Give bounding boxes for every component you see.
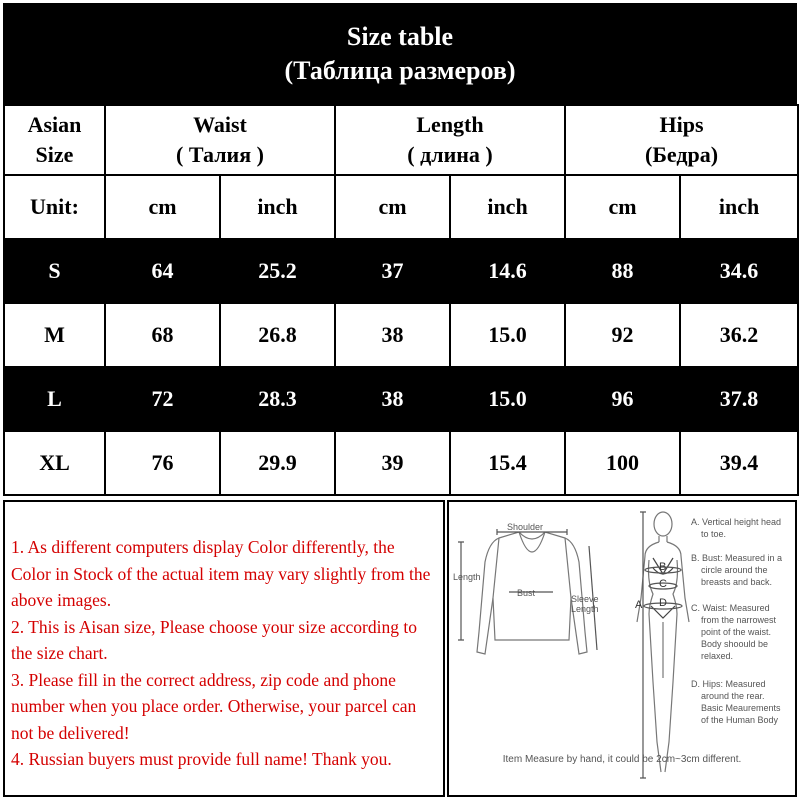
header-hips: Hips (Бедра) bbox=[565, 105, 798, 175]
header-asian-size: Asian Size bbox=[4, 105, 105, 175]
label-a: A bbox=[635, 599, 643, 611]
label-b: B bbox=[659, 561, 667, 573]
note-d: D. Hips: Measured around the rear. Basic Meaurements of the Human Body bbox=[691, 679, 781, 725]
size-cell: S bbox=[4, 239, 105, 303]
waist-cm-cell: 76 bbox=[105, 431, 220, 495]
unit-cm: cm bbox=[565, 175, 680, 239]
hips-inch-cell: 37.8 bbox=[680, 367, 798, 431]
table-row bbox=[4, 303, 798, 367]
bust-label: Bust bbox=[517, 588, 536, 598]
hips-cm-cell: 88 bbox=[565, 239, 680, 303]
table-row bbox=[4, 239, 798, 303]
unit-inch: inch bbox=[220, 175, 335, 239]
notes-panel bbox=[3, 500, 445, 797]
note-item: 4. Russian buyers must provide full name! Thank you. bbox=[11, 749, 392, 769]
size-table bbox=[3, 104, 799, 496]
waist-inch-cell: 25.2 bbox=[220, 239, 335, 303]
title-line-1: Size table bbox=[346, 21, 454, 51]
unit-row bbox=[4, 175, 798, 239]
length-cm-cell: 39 bbox=[335, 431, 450, 495]
left-sleeve-outline bbox=[477, 538, 499, 654]
header-row bbox=[4, 105, 798, 175]
length-cm-cell: 38 bbox=[335, 303, 450, 367]
measurement-diagram bbox=[447, 500, 797, 797]
waist-cm-cell: 64 bbox=[105, 239, 220, 303]
length-cm-cell: 37 bbox=[335, 239, 450, 303]
note-item: 2. This is Aisan size, Please choose your size according to the size chart. bbox=[11, 616, 417, 663]
table-row bbox=[4, 431, 798, 495]
note-a: A. Vertical height head to toe. bbox=[691, 517, 782, 539]
size-cell: L bbox=[4, 367, 105, 431]
header-waist: Waist ( Талия ) bbox=[105, 105, 335, 175]
length-cm-cell: 38 bbox=[335, 367, 450, 431]
length-inch-cell: 14.6 bbox=[450, 239, 565, 303]
garment-body-outline bbox=[493, 532, 571, 640]
title-line-2: (Таблица размеров) bbox=[284, 55, 516, 85]
label-c: C bbox=[659, 578, 667, 590]
hips-cm-cell: 100 bbox=[565, 431, 680, 495]
unit-inch: inch bbox=[450, 175, 565, 239]
waist-inch-cell: 29.9 bbox=[220, 431, 335, 495]
shoulder-label: Shoulder bbox=[507, 522, 544, 532]
hips-cm-cell: 92 bbox=[565, 303, 680, 367]
unit-inch: inch bbox=[680, 175, 798, 239]
hips-inch-cell: 34.6 bbox=[680, 239, 798, 303]
length-inch-cell: 15.0 bbox=[450, 303, 565, 367]
note-c: C. Waist: Measured from the narrowest point of the waist. Body shoould be relaxed. bbox=[691, 603, 777, 661]
size-table-title bbox=[3, 3, 797, 104]
measure-footnote: Item Measure by hand, it could be 2cm~3cm different. bbox=[502, 754, 742, 765]
length-inch-cell: 15.0 bbox=[450, 367, 565, 431]
waist-inch-cell: 26.8 bbox=[220, 303, 335, 367]
unit-cm: cm bbox=[335, 175, 450, 239]
note-b: B. Bust: Measured in a circle around the breasts and back. bbox=[691, 553, 783, 587]
note-item: 3. Please fill in the correct address, zip code and phone number when you place order. Otherwise, your parcel can not be delivered! bbox=[11, 669, 417, 743]
sleeve-label: Sleeve bbox=[571, 594, 599, 604]
label-d: D bbox=[659, 597, 667, 609]
length-inch-cell: 15.4 bbox=[450, 431, 565, 495]
header-length: Length ( длина ) bbox=[335, 105, 565, 175]
hips-inch-cell: 36.2 bbox=[680, 303, 798, 367]
table-row bbox=[4, 367, 798, 431]
size-cell: M bbox=[4, 303, 105, 367]
length-label: Length bbox=[453, 572, 481, 582]
size-cell: XL bbox=[4, 431, 105, 495]
waist-cm-cell: 72 bbox=[105, 367, 220, 431]
waist-cm-cell: 68 bbox=[105, 303, 220, 367]
waist-inch-cell: 28.3 bbox=[220, 367, 335, 431]
note-item: 1. As different computers display Color differently, the Color in Stock of the actual item may vary slightly from the above images. bbox=[11, 537, 431, 610]
unit-cm: cm bbox=[105, 175, 220, 239]
hips-inch-cell: 39.4 bbox=[680, 431, 798, 495]
unit-label: Unit: bbox=[4, 175, 105, 239]
hips-cm-cell: 96 bbox=[565, 367, 680, 431]
sleeve-length-label: Length bbox=[571, 604, 599, 614]
